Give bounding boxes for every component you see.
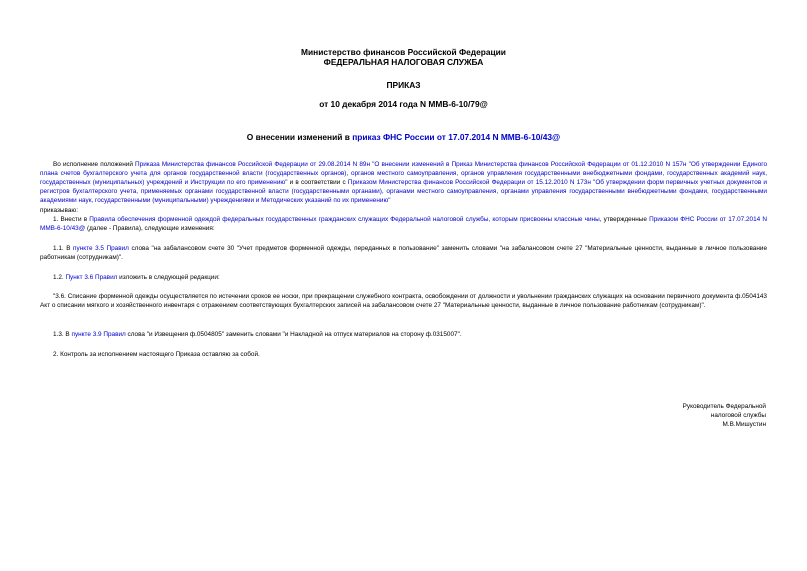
item-1-2-text-1: 1.2. xyxy=(53,274,66,281)
item-1-link-1[interactable]: Правила обеспечения форменной одеждой федеральных государственных гражданских служащих Федеральной налоговой службы, которым присвоены классные чины xyxy=(89,216,600,223)
preamble-link-2[interactable]: Приказом Министерства финансов Российской Федерации от 15.12.2010 N 173н "Об утверждении форм первичных учетных документов и регистров бухгалтерского учета, применяемых органами государственной власти (государственными органами), органами местного самоуправления, органами управления государственными внебюджетными фондами, государственными академиями наук, государственными (муниципальными) учреждениями и Методических указаний по их применению" xyxy=(40,178,767,204)
preamble xyxy=(40,161,767,206)
item-1-text-3: (далее - Правила), следующие изменения: xyxy=(85,224,215,232)
preamble-link-1[interactable]: Приказа Министерства финансов Российской Федерации от 29.08.2014 N 89н "О внесении изменений в Приказ Министерства финансов Российской Федерации от 01.12.2010 N 157н "Об утверждении Единого плана счетов бухгалтерского учета для органов государственной власти (государственных органов), органов местного самоуправления, органов управления государственными внебюджетными фондами, государственных академий наук, государственных (муниципальных) учреждений и Инструкции по его применению" xyxy=(40,161,767,186)
item-1-2-quote: "3.6. Списание форменной одежды осуществляется по истечении сроков ее носки, при прекращении служебного контракта, освобождении от должности и увольнении гражданских служащих на основании первичного документа ф.0504143 Акт о списании мягкого и хозяйственного инвентаря с отражением соответствующих бухгалтерских записей на забалансовом счете 27 "Материальные ценности, выданные в личное пользование работникам (сотрудникам)". xyxy=(40,293,767,309)
item-1-3-text-1: 1.3. В xyxy=(53,331,72,338)
item-1-1-text-2: слова "на забалансовом счете 30 "Учет предметов форменной одежды, переданных в пользование" заменить словами "на забалансовом счете 27 "Материальные ценности, выданные в личное пользование работникам (сотрудникам)". xyxy=(40,245,767,261)
item-1-text-1: 1. Внести в xyxy=(53,216,90,223)
header-ministry: Министерство финансов Российской Федерации xyxy=(301,47,506,57)
signature-name: М.В.Мишустин xyxy=(722,421,766,428)
item-1-3-link[interactable]: пункте 3.9 Правил xyxy=(71,331,126,338)
item-1-3 xyxy=(40,331,767,340)
item-1-3-text-2: слова "и Извещения ф.0504805" заменить словами "и Накладной на отпуск материалов на сторону ф.0315007". xyxy=(125,331,462,338)
header-service: ФЕДЕРАЛЬНАЯ НАЛОГОВАЯ СЛУЖБА xyxy=(323,57,484,67)
order-word: приказываю: xyxy=(40,207,78,214)
item-2: 2. Контроль за исполнением настоящего Приказа оставляю за собой. xyxy=(53,351,260,358)
preamble-text-1: Во исполнение положений xyxy=(53,161,136,168)
title-link[interactable]: приказ ФНС России от 17.07.2014 N ММВ-6-10/43@ xyxy=(352,132,561,142)
item-1-2-text-2: изложить в следующей редакции: xyxy=(117,274,220,281)
item-1 xyxy=(40,216,767,234)
item-1-1-text-1: 1.1. В xyxy=(53,245,74,252)
preamble-text-2: и в соответствии с xyxy=(287,178,348,186)
doc-type: ПРИКАЗ xyxy=(386,80,421,90)
item-1-2-link[interactable]: Пункт 3.6 Правил xyxy=(65,274,118,281)
item-1-text-2: , утвержденные xyxy=(599,216,650,223)
item-1-2 xyxy=(40,274,767,283)
doc-title xyxy=(0,132,807,142)
signature-line-2: налоговой службы xyxy=(710,412,766,419)
title-prefix: О внесении изменений в xyxy=(246,132,353,142)
item-1-link-2[interactable]: Приказом ФНС России от 17.07.2014 N ММВ-6-10/43@ xyxy=(40,216,767,232)
signature-line-1: Руководитель Федеральной xyxy=(682,403,766,410)
doc-date-number: от 10 декабря 2014 года N ММВ-6-10/79@ xyxy=(319,99,488,109)
item-1-1 xyxy=(40,245,767,263)
item-1-1-link[interactable]: пункте 3.5 Правил xyxy=(73,245,129,252)
